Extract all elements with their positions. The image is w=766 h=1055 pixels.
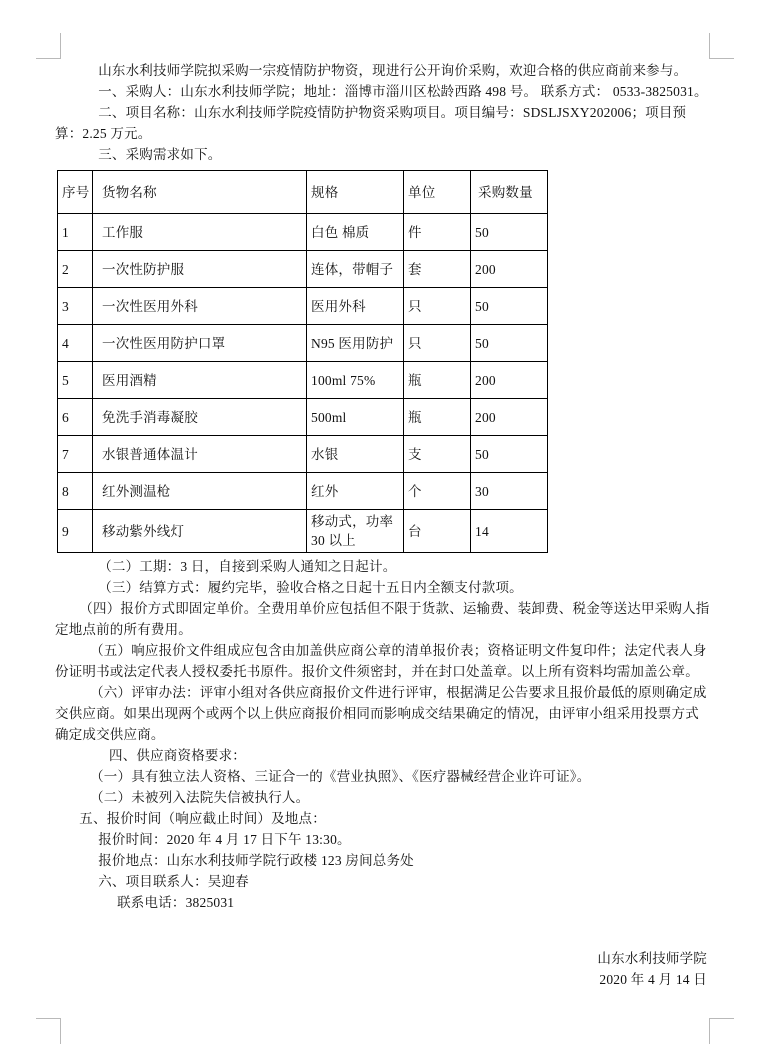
table-cell: 50	[471, 214, 548, 251]
column-header: 采购数量	[471, 171, 548, 214]
para-term-evaluation: （六）评审办法：评审小组对各供应商报价文件进行评审，根据满足公告要求且报价最低的原则确定成交供应商。如果出现两个或两个以上供应商报价相同而影响成交结果确定的情况，由评审小组采用投票方式确定成交供应商。	[55, 685, 707, 742]
table-cell: 3	[58, 288, 93, 325]
table-cell: 2	[58, 251, 93, 288]
table-cell: 瓶	[404, 399, 471, 436]
crop-mark-bottom-right	[709, 1018, 734, 1044]
table-header-row	[58, 171, 548, 214]
table-cell: 一次性防护服	[93, 251, 307, 288]
table-cell: 6	[58, 399, 93, 436]
para-buyer: 一、采购人：山东水利技师学院；地址：淄博市淄川区松龄西路 498 号。 联系方式： 0533-3825031。	[98, 84, 708, 99]
table-cell: 红外	[307, 473, 404, 510]
table-cell: 瓶	[404, 362, 471, 399]
table-cell: 200	[471, 251, 548, 288]
table-cell: 50	[471, 436, 548, 473]
signature-org: 山东水利技师学院	[597, 951, 707, 966]
table-row	[58, 214, 548, 251]
para-quote-place: 报价地点：山东水利技师学院行政楼 123 房间总务处	[98, 853, 414, 868]
para-intro: 山东水利技师学院拟采购一宗疫情防护物资，现进行公开询价采购，欢迎合格的供应商前来参与。	[98, 63, 688, 78]
table-cell: 免洗手消毒凝胶	[93, 399, 307, 436]
procurement-table	[57, 170, 548, 553]
table-cell: 水银	[307, 436, 404, 473]
table-cell: N95 医用防护	[307, 325, 404, 362]
table-row	[58, 325, 548, 362]
document-page	[55, 60, 710, 990]
table-cell: 工作服	[93, 214, 307, 251]
table-body	[58, 214, 548, 553]
column-header: 货物名称	[93, 171, 307, 214]
table-cell: 30	[471, 473, 548, 510]
para-contact-phone: 联系电话：3825031	[117, 895, 235, 910]
table-cell: 台	[404, 510, 471, 553]
table-cell: 医用外科	[307, 288, 404, 325]
table-cell: 200	[471, 399, 548, 436]
table-cell: 移动紫外线灯	[93, 510, 307, 553]
table-row	[58, 251, 548, 288]
table-cell: 7	[58, 436, 93, 473]
table-row	[58, 399, 548, 436]
table-cell: 套	[404, 251, 471, 288]
table-cell: 支	[404, 436, 471, 473]
table-cell: 只	[404, 325, 471, 362]
table-row	[58, 510, 548, 553]
para-qualification-2: （二）未被列入法院失信被执行人。	[90, 790, 310, 805]
column-header: 序号	[58, 171, 93, 214]
table-cell: 200	[471, 362, 548, 399]
table-cell: 50	[471, 288, 548, 325]
table-cell: 水银普通体温计	[93, 436, 307, 473]
table-cell: 一次性医用外科	[93, 288, 307, 325]
table-cell: 红外测温枪	[93, 473, 307, 510]
table-cell: 5	[58, 362, 93, 399]
signature-date: 2020 年 4 月 14 日	[599, 972, 707, 987]
para-deadline-heading: 五、报价时间（响应截止时间）及地点：	[79, 811, 326, 826]
table-cell: 只	[404, 288, 471, 325]
crop-mark-top-left	[36, 33, 61, 59]
table-cell: 500ml	[307, 399, 404, 436]
table-cell: 1	[58, 214, 93, 251]
para-project: 二、项目名称：山东水利技师学院疫情防护物资采购项目。项目编号：SDSLJSXY202006；项目预算：2.25 万元。	[55, 105, 687, 141]
column-header: 单位	[404, 171, 471, 214]
table-cell: 医用酒精	[93, 362, 307, 399]
table-cell: 移动式，功率 30 以上	[307, 510, 404, 553]
table-cell: 50	[471, 325, 548, 362]
table-cell: 件	[404, 214, 471, 251]
para-term-settlement: （三）结算方式：履约完毕，验收合格之日起十五日内全额支付款项。	[98, 580, 523, 595]
table-row	[58, 436, 548, 473]
signature-block	[55, 948, 710, 990]
table-cell: 一次性医用防护口罩	[93, 325, 307, 362]
para-term-duration: （二）工期：3 日，自接到采购人通知之日起计。	[98, 559, 397, 574]
table-cell: 8	[58, 473, 93, 510]
table-cell: 4	[58, 325, 93, 362]
table-cell: 14	[471, 510, 548, 553]
table-row	[58, 473, 548, 510]
table-row	[58, 362, 548, 399]
para-contact-person: 六、项目联系人：吴迎春	[98, 874, 249, 889]
para-qualification-heading: 四、供应商资格要求：	[109, 748, 246, 763]
para-quote-time: 报价时间：2020 年 4 月 17 日下午 13:30。	[98, 832, 351, 847]
crop-mark-bottom-left	[36, 1018, 61, 1044]
para-term-pricing: （四）报价方式即固定单价。全费用单价应包括但不限于货款、运输费、装卸费、税金等送达甲采购人指定地点前的所有费用。	[55, 601, 710, 637]
table-cell: 100ml 75%	[307, 362, 404, 399]
table-cell: 白色 棉质	[307, 214, 404, 251]
para-term-documents: （五）响应报价文件组成应包含由加盖供应商公章的清单报价表；资格证明文件复印件；法定代表人身份证明书或法定代表人授权委托书原件。报价文件须密封，并在封口处盖章。以上所有资料均需加盖公章。	[55, 643, 707, 679]
table-row	[58, 288, 548, 325]
para-requirements-heading: 三、采购需求如下。	[98, 147, 222, 162]
table-cell: 个	[404, 473, 471, 510]
para-qualification-1: （一）具有独立法人资格、三证合一的《营业执照》、《医疗器械经营企业许可证》。	[90, 769, 591, 784]
crop-mark-top-right	[709, 33, 734, 59]
table-cell: 9	[58, 510, 93, 553]
table-cell: 连体，带帽子	[307, 251, 404, 288]
column-header: 规格	[307, 171, 404, 214]
